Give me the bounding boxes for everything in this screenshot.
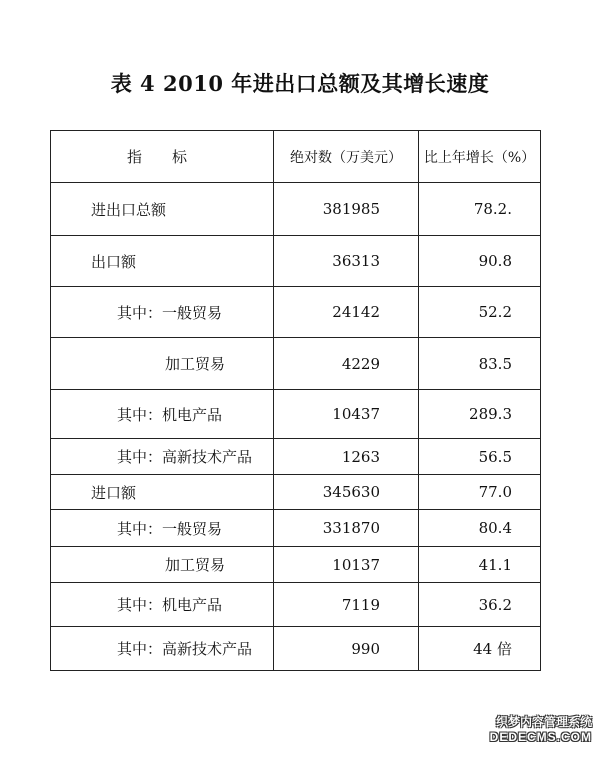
row-absolute-value: 345630 bbox=[274, 475, 419, 510]
table-row bbox=[51, 390, 541, 439]
table-row bbox=[51, 547, 541, 583]
row-indicator-name: 出口额 bbox=[51, 236, 274, 287]
row-absolute-value: 24142 bbox=[274, 287, 419, 338]
header-absolute-value: 绝对数（万美元） bbox=[274, 131, 419, 183]
row-growth-rate: 44 倍 bbox=[419, 627, 541, 671]
table-row bbox=[51, 627, 541, 671]
row-indicator-name: 其中：高新技术产品 bbox=[51, 439, 274, 475]
table-row bbox=[51, 510, 541, 547]
table-row bbox=[51, 439, 541, 475]
row-growth-rate: 83.5 bbox=[419, 338, 541, 390]
row-absolute-value: 1263 bbox=[274, 439, 419, 475]
row-absolute-value: 331870 bbox=[274, 510, 419, 547]
row-absolute-value: 4229 bbox=[274, 338, 419, 390]
page-title: 表 4 2010 年进出口总额及其增长速度 bbox=[110, 71, 490, 96]
watermark-logo bbox=[490, 713, 592, 744]
row-indicator-name: 其中：一般贸易 bbox=[51, 510, 274, 547]
row-growth-rate: 52.2 bbox=[419, 287, 541, 338]
row-absolute-value: 381985 bbox=[274, 183, 419, 236]
header-indicator: 指标 bbox=[51, 131, 274, 183]
table-row bbox=[51, 287, 541, 338]
row-absolute-value: 990 bbox=[274, 627, 419, 671]
row-growth-rate: 289.3 bbox=[419, 390, 541, 439]
row-absolute-value: 36313 bbox=[274, 236, 419, 287]
row-growth-rate: 56.5 bbox=[419, 439, 541, 475]
row-indicator-name: 进口额 bbox=[51, 475, 274, 510]
row-growth-rate: 78.2. bbox=[419, 183, 541, 236]
table-row bbox=[51, 475, 541, 510]
row-indicator-name: 其中：高新技术产品 bbox=[51, 627, 274, 671]
table-row bbox=[51, 583, 541, 627]
row-indicator-name: 其中：机电产品 bbox=[51, 390, 274, 439]
row-growth-rate: 77.0 bbox=[419, 475, 541, 510]
row-growth-rate: 90.8 bbox=[419, 236, 541, 287]
row-indicator-name: 进出口总额 bbox=[51, 183, 274, 236]
row-growth-rate: 80.4 bbox=[419, 510, 541, 547]
row-absolute-value: 10137 bbox=[274, 547, 419, 583]
row-indicator-name: 其中：一般贸易 bbox=[51, 287, 274, 338]
watermark-text-en: DEDECMS.COM bbox=[489, 730, 592, 744]
row-absolute-value: 7119 bbox=[274, 583, 419, 627]
trade-table bbox=[50, 130, 541, 671]
row-growth-rate: 41.1 bbox=[419, 547, 541, 583]
header-growth-rate: 比上年增长（%） bbox=[419, 131, 541, 183]
table-header-row bbox=[51, 131, 541, 183]
row-absolute-value: 10437 bbox=[274, 390, 419, 439]
table-row bbox=[51, 236, 541, 287]
row-growth-rate: 36.2 bbox=[419, 583, 541, 627]
row-indicator-name: 加工贸易 bbox=[51, 547, 274, 583]
row-indicator-name: 加工贸易 bbox=[51, 338, 274, 390]
table-row bbox=[51, 183, 541, 236]
row-indicator-name: 其中：机电产品 bbox=[51, 583, 274, 627]
watermark-text-cn: 织梦内容管理系统 bbox=[495, 715, 592, 729]
table-body bbox=[51, 183, 541, 671]
table-row bbox=[51, 338, 541, 390]
